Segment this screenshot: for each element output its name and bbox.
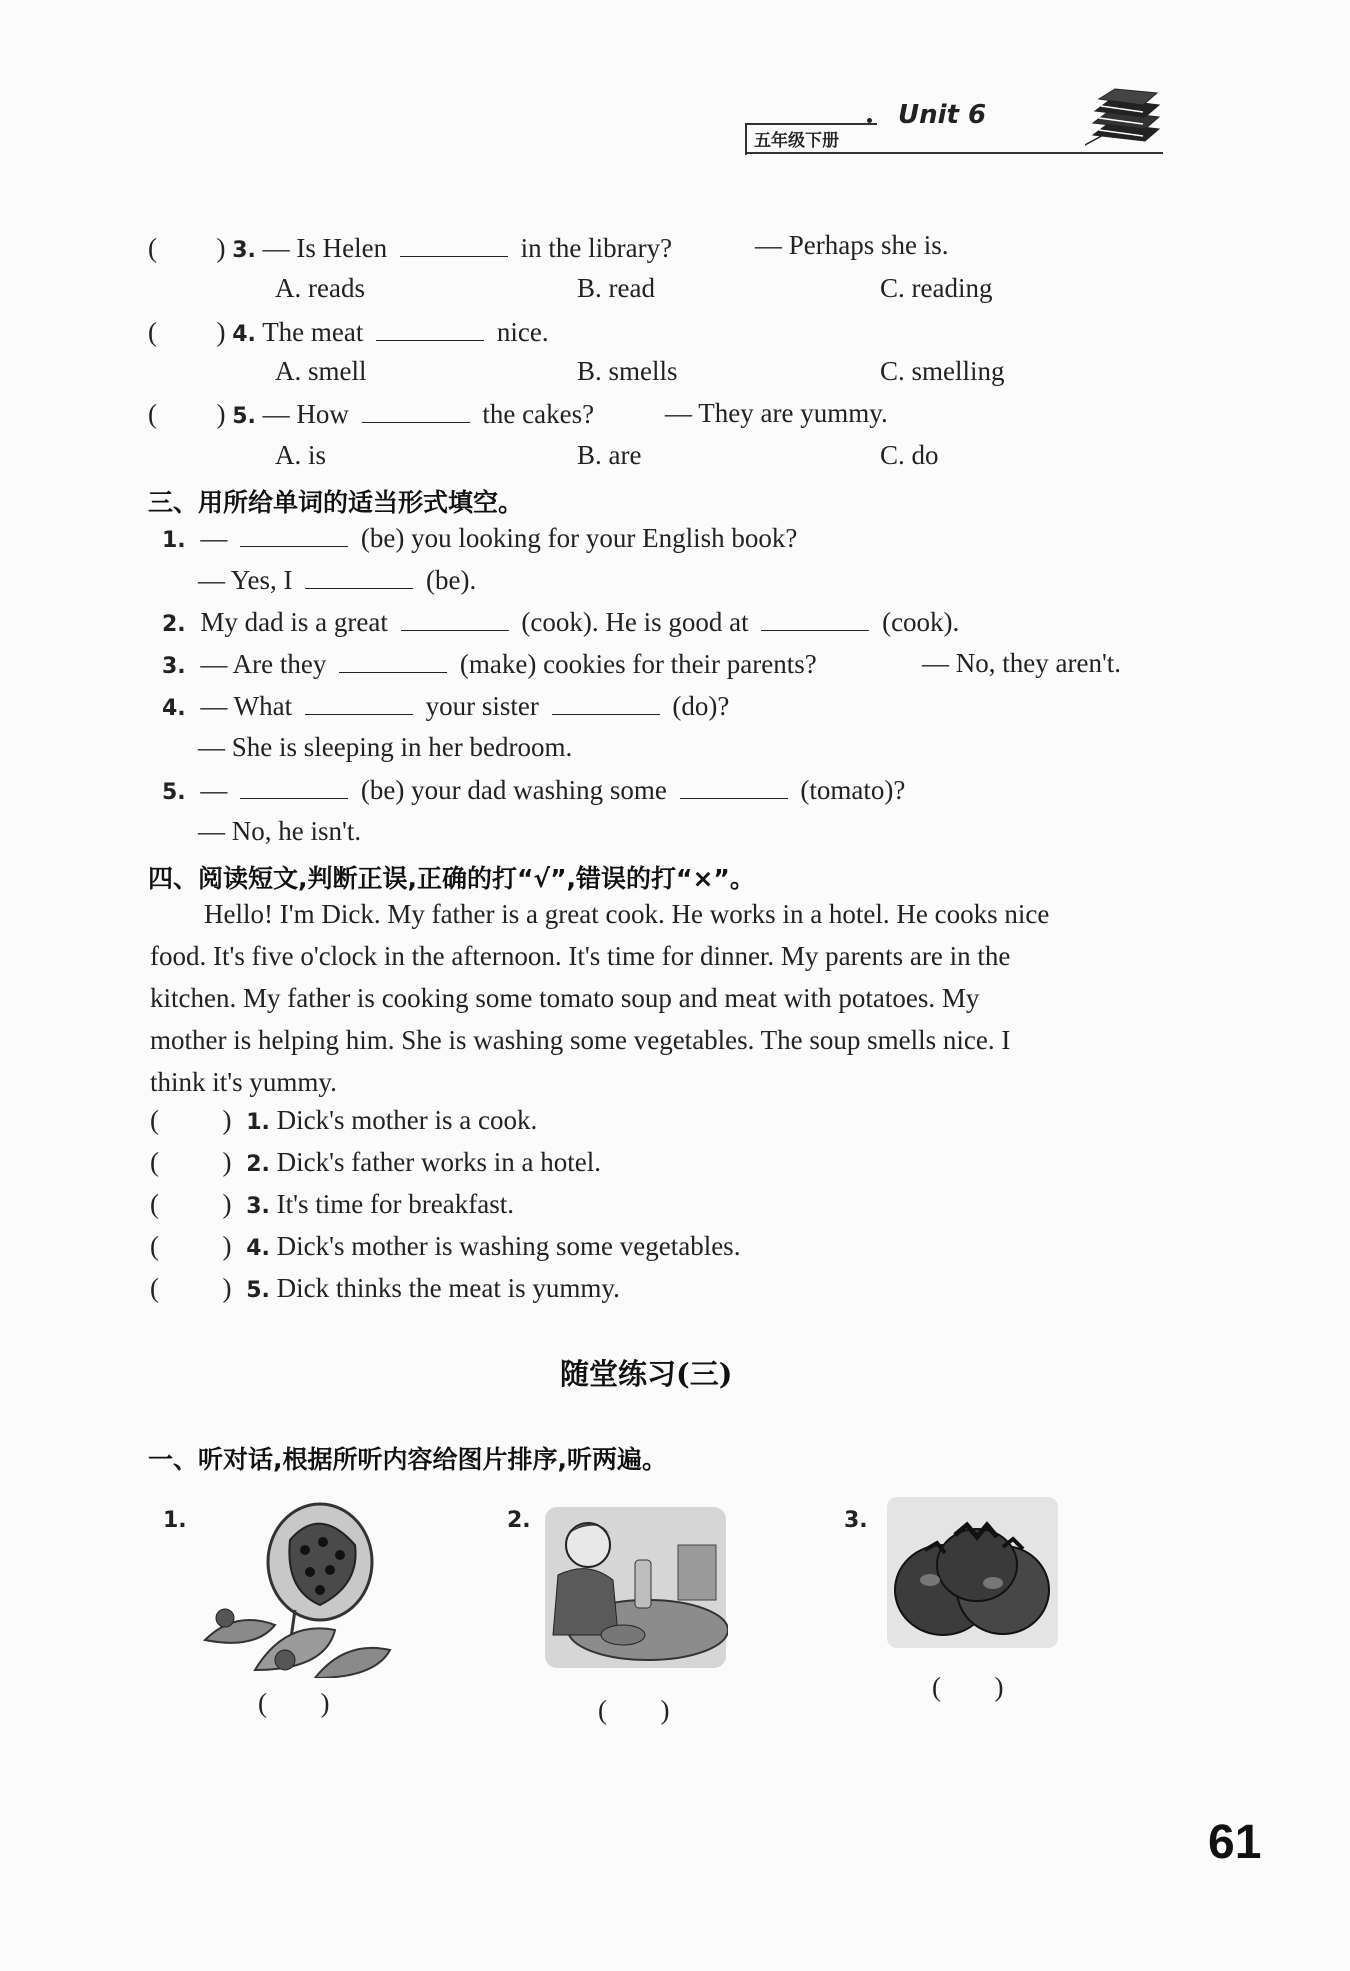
passage-line: think it's yummy. bbox=[150, 1067, 337, 1097]
header-grade: 五年级下册 bbox=[754, 131, 839, 151]
option-a: A. is bbox=[275, 440, 327, 470]
blank-line[interactable] bbox=[552, 690, 660, 715]
answer-paren-close: ) bbox=[216, 317, 226, 347]
question-text: your sister bbox=[425, 691, 539, 721]
question-number: 1. bbox=[162, 528, 186, 553]
practice-section-1-title: 一、听对话,根据所听内容给图片排序,听两遍。 bbox=[148, 1445, 667, 1474]
statement-text: Dick's mother is washing some vegetables. bbox=[276, 1231, 741, 1261]
tf-item-4 bbox=[150, 1231, 740, 1262]
mc-5-reply: — They are yummy. bbox=[665, 398, 888, 428]
question-text: (make) cookies for their parents? bbox=[459, 649, 817, 679]
header-dot bbox=[867, 118, 872, 123]
question-number: 1. bbox=[246, 1110, 270, 1135]
question-stem: The meat bbox=[262, 317, 364, 347]
blank-line[interactable] bbox=[761, 606, 869, 631]
s3-q3-reply: — No, they aren't. bbox=[922, 648, 1122, 678]
tf-item-1 bbox=[150, 1105, 537, 1136]
answer-paren-open: ( bbox=[150, 1231, 159, 1261]
answer-paren-close: ) bbox=[222, 1189, 232, 1219]
question-stem-end: the cakes? bbox=[482, 399, 595, 429]
header-unit: Unit 6 bbox=[898, 100, 987, 130]
s3-q2-line bbox=[162, 606, 959, 638]
question-number: 5. bbox=[162, 780, 186, 805]
passage-line: kitchen. My father is cooking some tomato soup and meat with potatoes. My bbox=[150, 983, 980, 1013]
question-text: (tomato)? bbox=[800, 775, 906, 805]
picture-number: 3. bbox=[844, 1508, 868, 1533]
statement-text: It's time for breakfast. bbox=[276, 1189, 514, 1219]
answer-paren-open: ( bbox=[150, 1105, 159, 1135]
question-stem-end: nice. bbox=[496, 317, 549, 347]
statement-text: Dick's mother is a cook. bbox=[276, 1105, 538, 1135]
answer-paren-close: ) bbox=[216, 399, 226, 429]
boy-cleaning-table-icon bbox=[543, 1505, 728, 1670]
mc-4-line bbox=[148, 316, 549, 348]
question-text: (do)? bbox=[672, 691, 730, 721]
question-number: 2. bbox=[246, 1152, 270, 1177]
s3-q5-line1 bbox=[162, 774, 905, 806]
question-text: (cook). He is good at bbox=[521, 607, 749, 637]
statement-text: Dick thinks the meat is yummy. bbox=[276, 1273, 620, 1303]
question-text: (be). bbox=[426, 565, 477, 595]
answer-paren-open: ( bbox=[148, 317, 157, 347]
tf-item-5 bbox=[150, 1273, 620, 1304]
answer-paren-close: ) bbox=[222, 1147, 232, 1177]
option-c: C. smelling bbox=[880, 356, 1005, 386]
dash: — bbox=[200, 775, 228, 805]
passage-line: mother is helping him. She is washing some vegetables. The soup smells nice. I bbox=[150, 1025, 1011, 1055]
blank-line[interactable] bbox=[305, 690, 413, 715]
answer-paren-open: ( bbox=[932, 1672, 941, 1702]
question-number: 2. bbox=[162, 612, 186, 637]
answer-paren-open: ( bbox=[148, 399, 157, 429]
picture-answer[interactable] bbox=[932, 1672, 1004, 1703]
s3-q1-line1 bbox=[162, 522, 797, 554]
option-b: B. read bbox=[577, 273, 655, 303]
statement-text: Dick's father works in a hotel. bbox=[276, 1147, 601, 1177]
blank-line[interactable] bbox=[376, 316, 484, 341]
blank-line[interactable] bbox=[305, 564, 413, 589]
answer-paren-open: ( bbox=[598, 1695, 607, 1725]
dash: — bbox=[200, 523, 228, 553]
question-text: — Yes, I bbox=[198, 565, 293, 595]
question-text: (be) you looking for your English book? bbox=[360, 523, 798, 553]
question-text: (cook). bbox=[882, 607, 960, 637]
blank-line[interactable] bbox=[401, 606, 509, 631]
mc-3-line bbox=[148, 232, 672, 264]
section-4-title: 四、阅读短文,判断正误,正确的打“√”,错误的打“×”。 bbox=[148, 864, 755, 893]
question-number: 4. bbox=[246, 1236, 270, 1261]
question-number: 4. bbox=[162, 696, 186, 721]
answer-paren-close: ) bbox=[320, 1688, 330, 1718]
question-text: My dad is a great bbox=[200, 607, 388, 637]
s3-q4-line2: — She is sleeping in her bedroom. bbox=[198, 732, 573, 762]
ladybug-on-leaves-icon bbox=[195, 1500, 405, 1678]
practice-title: 随堂练习(三) bbox=[560, 1357, 733, 1391]
picture-number: 2. bbox=[507, 1508, 531, 1533]
section-3-title: 三、用所给单词的适当形式填空。 bbox=[148, 488, 524, 517]
blank-line[interactable] bbox=[362, 398, 470, 423]
blank-line[interactable] bbox=[400, 232, 508, 257]
option-b: B. are bbox=[577, 440, 642, 470]
option-c: C. do bbox=[880, 440, 939, 470]
answer-paren-close: ) bbox=[222, 1273, 232, 1303]
page-number: 61 bbox=[1208, 1816, 1262, 1869]
question-number: 4. bbox=[232, 322, 256, 347]
blank-line[interactable] bbox=[240, 522, 348, 547]
question-stem: — How bbox=[262, 399, 349, 429]
picture-answer[interactable] bbox=[598, 1695, 670, 1726]
s3-q4-line1 bbox=[162, 690, 729, 722]
tf-item-3 bbox=[150, 1189, 514, 1220]
question-stem-end: in the library? bbox=[520, 233, 673, 263]
s3-q5-line2: — No, he isn't. bbox=[198, 816, 362, 846]
option-a: A. smell bbox=[275, 356, 367, 386]
picture-number: 1. bbox=[163, 1508, 187, 1533]
question-number: 5. bbox=[232, 404, 256, 429]
answer-paren-close: ) bbox=[994, 1672, 1004, 1702]
question-number: 3. bbox=[246, 1194, 270, 1219]
tf-item-2 bbox=[150, 1147, 601, 1178]
tomatoes-icon bbox=[885, 1495, 1060, 1650]
question-number: 3. bbox=[232, 238, 256, 263]
question-text: — Are they bbox=[200, 649, 327, 679]
passage-line: Hello! I'm Dick. My father is a great cook. He works in a hotel. He cooks nice bbox=[204, 899, 1050, 929]
question-text: (be) your dad washing some bbox=[360, 775, 667, 805]
answer-paren-close: ) bbox=[660, 1695, 670, 1725]
question-number: 3. bbox=[162, 654, 186, 679]
question-number: 5. bbox=[246, 1278, 270, 1303]
blank-line[interactable] bbox=[680, 774, 788, 799]
question-text: — What bbox=[200, 691, 293, 721]
blank-line[interactable] bbox=[339, 648, 447, 673]
option-b: B. smells bbox=[577, 356, 678, 386]
answer-paren-close: ) bbox=[222, 1105, 232, 1135]
blank-line[interactable] bbox=[240, 774, 348, 799]
answer-paren-close: ) bbox=[216, 233, 226, 263]
answer-paren-close: ) bbox=[222, 1231, 232, 1261]
answer-paren-open: ( bbox=[150, 1189, 159, 1219]
answer-paren-open: ( bbox=[258, 1688, 267, 1718]
mc-5-line bbox=[148, 398, 594, 430]
option-a: A. reads bbox=[275, 273, 365, 303]
answer-paren-open: ( bbox=[150, 1273, 159, 1303]
option-c: C. reading bbox=[880, 273, 993, 303]
answer-paren-open: ( bbox=[148, 233, 157, 263]
books-stack-icon bbox=[1085, 85, 1165, 157]
picture-answer[interactable] bbox=[258, 1688, 330, 1719]
s3-q1-line2 bbox=[198, 564, 476, 596]
question-stem: — Is Helen bbox=[262, 233, 388, 263]
s3-q3-line bbox=[162, 648, 817, 680]
reading-passage bbox=[150, 893, 1170, 1103]
passage-line: food. It's five o'clock in the afternoon. It's time for dinner. My parents are in the bbox=[150, 941, 1011, 971]
answer-paren-open: ( bbox=[150, 1147, 159, 1177]
mc-3-reply: — Perhaps she is. bbox=[755, 230, 949, 260]
